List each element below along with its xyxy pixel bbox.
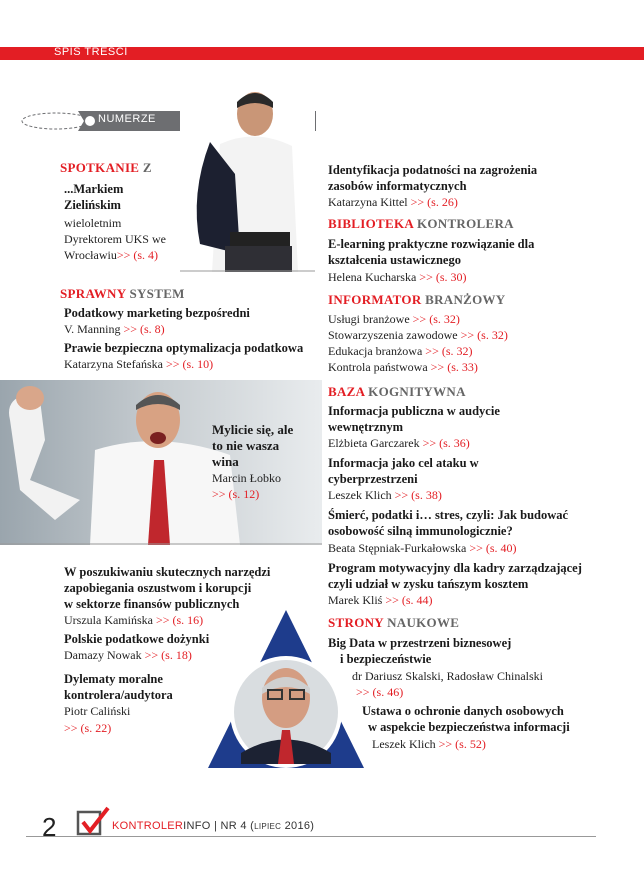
article-title[interactable]: Zielińskim — [64, 198, 121, 212]
page-ref-link[interactable]: >> (s. 30) — [419, 270, 467, 284]
section-header-bar — [0, 47, 644, 60]
page-ref-link[interactable]: >> (s. 40) — [469, 541, 517, 555]
list-item[interactable]: Kontrola państwowa >> (s. 33) — [328, 360, 478, 374]
article-title[interactable]: Identyfikacja podatności na zagrożenia — [328, 163, 538, 177]
article-title[interactable]: w sektorze finansów publicznych — [64, 597, 240, 611]
article-author: Piotr Caliński — [64, 704, 131, 718]
article-title[interactable]: Informacja publiczna w audycie — [328, 404, 500, 418]
article-author: Beata Stępniak-Furkałowska >> (s. 40) — [328, 541, 517, 555]
photo-marek-zielinski — [180, 84, 315, 272]
photo-cheering-man — [0, 380, 322, 545]
article-author: Marek Kliś >> (s. 44) — [328, 593, 433, 607]
page-ref-link[interactable]: >> (s. 22) — [64, 721, 112, 735]
article-title[interactable]: Big Data w przestrzeni biznesowej — [328, 636, 512, 650]
article-title[interactable]: w aspekcie bezpieczeństwa informacji — [368, 720, 570, 734]
article-title[interactable]: W poszukiwaniu skutecznych narzędzi — [64, 565, 271, 579]
footer-rule — [26, 836, 596, 837]
page-number: 2 — [42, 812, 57, 842]
article-title[interactable]: i bezpieczeństwie — [340, 652, 432, 666]
page-ref-link[interactable]: >> (s. 46) — [356, 685, 404, 699]
numerze-label: NUMERZE — [98, 113, 156, 125]
section-spotkanie: SPOTKANIE Z — [60, 160, 152, 175]
article-title[interactable]: Podatkowy marketing bezpośredni — [64, 306, 250, 320]
article-author: Helena Kucharska >> (s. 30) — [328, 270, 467, 284]
article-author: Elżbieta Garczarek >> (s. 36) — [328, 436, 470, 450]
article-title[interactable]: zapobiegania oszustwom i korupcji — [64, 581, 252, 595]
bullet-icon — [85, 116, 95, 126]
article-title[interactable]: kontrolera/audytora — [64, 688, 173, 702]
section-informator: INFORMATOR BRANŻOWY — [328, 292, 506, 307]
list-item[interactable]: Usługi branżowe >> (s. 32) — [328, 312, 460, 326]
page-ref-link[interactable]: >> (s. 10) — [165, 357, 214, 371]
article-title[interactable]: zasobów informatycznych — [328, 179, 467, 193]
article-title[interactable]: ...Markiem — [64, 182, 124, 196]
article-author: Leszek Klich >> (s. 38) — [328, 488, 442, 502]
section-label: SPIS TREŚCI — [54, 46, 128, 58]
page-ref-link[interactable]: >> (s. 26) — [410, 195, 458, 209]
article-title[interactable]: Informacja jako cel ataku w — [328, 456, 479, 470]
article-title[interactable]: wewnętrznym — [328, 420, 403, 434]
article-author: dr Dariusz Skalski, Radosław Chinalski — [352, 669, 543, 683]
article-desc: Dyrektorem UKS we — [64, 232, 166, 246]
page-ref-link[interactable]: >> (s. 8) — [123, 322, 165, 336]
page-ref-link[interactable]: >> (s. 18) — [144, 648, 192, 662]
page-ref-link[interactable]: >> (s. 52) — [438, 737, 486, 751]
article-author: V. Manning >> (s. 8) — [64, 322, 165, 336]
triangle-portrait — [196, 608, 366, 778]
section-biblioteka: BIBLIOTEKA KONTROLERA — [328, 216, 514, 231]
article-title[interactable]: E-learning praktyczne rozwiązanie dla — [328, 237, 535, 251]
article-author: Katarzyna Kittel >> (s. 26) — [328, 195, 458, 209]
checkmark-logo-icon — [76, 806, 110, 838]
footer-brand: KONTROLERINFO | NR 4 (LIPIEC 2016) — [112, 820, 315, 832]
article-author: Katarzyna Stefańska >> (s. 10) — [64, 357, 214, 371]
page-ref-link[interactable]: >> (s. 44) — [385, 593, 433, 607]
article-author: Leszek Klich >> (s. 52) — [372, 737, 486, 751]
list-item[interactable]: Stowarzyszenia zawodowe >> (s. 32) — [328, 328, 508, 342]
article-title[interactable]: Polskie podatkowe dożynki — [64, 632, 210, 646]
section-baza: BAZA KOGNITYWNA — [328, 384, 466, 399]
article-title[interactable]: Mylicie się, ale — [212, 422, 294, 437]
article-title[interactable]: Program motywacyjny dla kadry zarządzającej — [328, 561, 582, 575]
page-ref-link[interactable]: >> (s. 16) — [155, 613, 204, 627]
article-title[interactable]: osobowość silną immunologicznie? — [328, 524, 513, 538]
page-ref-link[interactable]: >> (s. 38) — [394, 488, 442, 502]
page-ref-link[interactable]: >> (s. 12) — [212, 487, 260, 501]
article-title[interactable]: czyli udział w zysku tańszym kosztem — [328, 577, 529, 591]
article-desc: Wrocławiu>> (s. 4) — [64, 248, 159, 262]
article-author: Damazy Nowak >> (s. 18) — [64, 648, 192, 662]
article-desc: wieloletnim — [64, 216, 122, 230]
article-title[interactable]: Prawie bezpieczna optymalizacja podatkowa — [64, 341, 304, 355]
article-title[interactable]: Dylematy moralne — [64, 672, 163, 686]
section-sprawny: SPRAWNY SYSTEM — [60, 286, 185, 301]
article-title[interactable]: kształcenia ustawicznego — [328, 253, 461, 267]
article-title[interactable]: wina — [212, 454, 239, 469]
article-title[interactable]: cyberprzestrzeni — [328, 472, 418, 486]
article-title[interactable]: Śmierć, podatki i… stres, czyli: Jak budować — [328, 508, 569, 522]
article-title[interactable]: to nie wasza — [212, 438, 280, 453]
article-title[interactable]: Ustawa o ochronie danych osobowych — [362, 704, 564, 718]
page-ref-link[interactable]: >> (s. 36) — [422, 436, 470, 450]
article-author: Marcin Łobko — [212, 471, 281, 485]
article-author: Urszula Kamińska >> (s. 16) — [64, 613, 204, 627]
section-strony: STRONY NAUKOWE — [328, 615, 460, 630]
list-item[interactable]: Edukacja branżowa >> (s. 32) — [328, 344, 473, 358]
page-ref-link[interactable]: >> (s. 4) — [116, 248, 159, 262]
